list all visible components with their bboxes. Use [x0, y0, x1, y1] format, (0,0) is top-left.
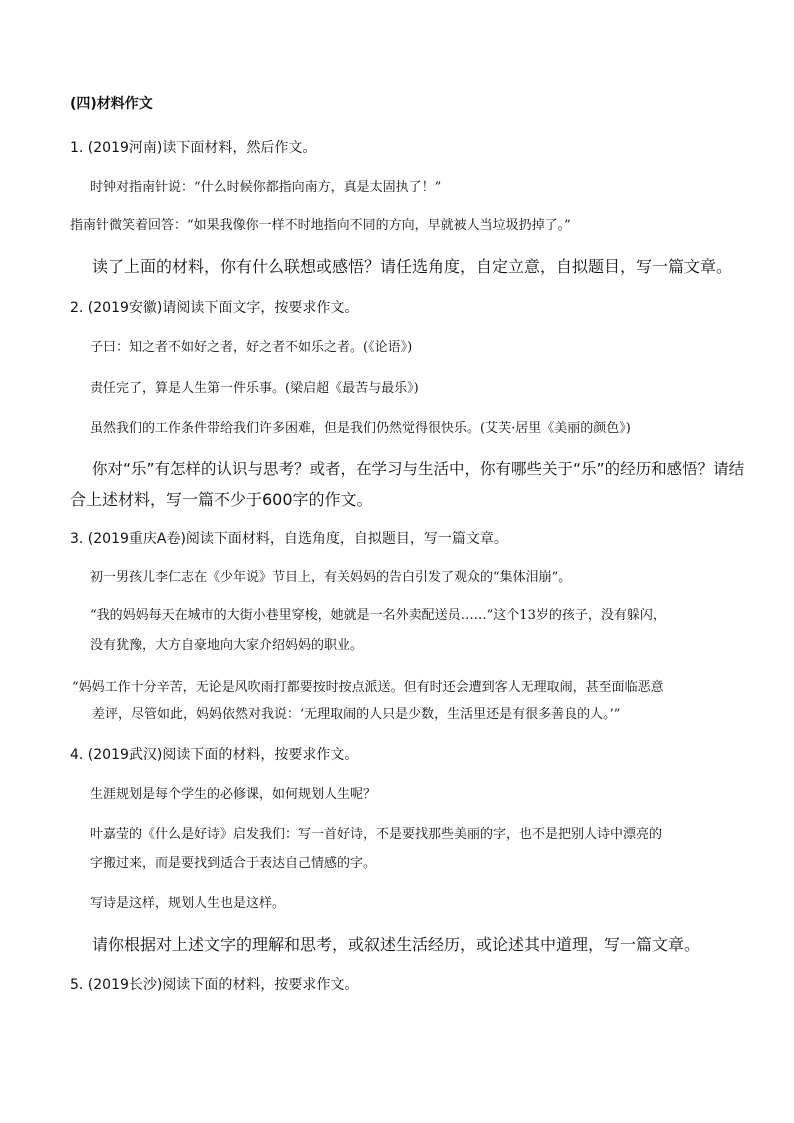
q3-material-line-5: 差评，尽管如此，妈妈依然对我说：‘无理取闹的人只是少数，生活里还是有很多善良的人。’”: [92, 707, 621, 722]
q4-material-line-3: 字搬过来，而是要找到适合于表达自己情感的字。: [90, 856, 377, 871]
q2-material-line-3: 虽然我们的工作条件带给我们许多困难，但是我们仍然觉得很快乐。(艾芙·居里《美丽的颜色》): [90, 421, 631, 436]
section-title: (四)材料作文: [70, 96, 153, 112]
q1-material-line-2: 指南针微笑着回答：“如果我像你一样不时地指向不同的方向，早就被人当垃圾扔掉了。”: [70, 218, 571, 233]
q4-task: 请你根据对上述文字的理解和思考，或叙述生活经历，或论述其中道理，写一篇文章。: [92, 935, 701, 954]
question-5-header: 5. (2019长沙)阅读下面的材料，按要求作文。: [70, 977, 359, 993]
q4-material-line-4: 写诗是这样，规划人生也是这样。: [90, 896, 286, 911]
q1-task: 读了上面的材料，你有什么联想或感悟？请任选角度，自定立意，自拟题目，写一篇文章。: [92, 257, 733, 276]
question-4-header: 4. (2019武汉)阅读下面的材料，按要求作文。: [70, 747, 359, 763]
q3-material-line-1: 初一男孩儿李仁志在《少年说》节目上，有关妈妈的告白引发了观众的“集体泪崩”。: [90, 570, 572, 585]
q1-material-line-1: 时钟对指南针说：“什么时候你都指向南方，真是太固执了！”: [90, 180, 442, 195]
q2-material-line-2: 责任完了，算是人生第一件乐事。(梁启超《最苦与最乐》): [90, 381, 419, 396]
q2-material-line-1: 子曰：知之者不如好之者，好之者不如乐之者。(《论语》): [90, 340, 413, 355]
q3-material-line-2: “我的妈妈每天在城市的大街小巷里穿梭，她就是一名外卖配送员……”这个13岁的孩子，没有躲闪，: [90, 608, 666, 623]
q3-material-line-3: 没有犹豫，大方自豪地向大家介绍妈妈的职业。: [90, 638, 364, 653]
question-1-header: 1. (2019河南)读下面材料，然后作文。: [70, 140, 317, 156]
q2-task-line-2: 合上述材料，写一篇不少于600字的作文。: [70, 490, 373, 509]
question-3-header: 3. (2019重庆A卷)阅读下面材料，自选角度，自拟题目，写一篇文章。: [70, 531, 508, 547]
question-2-header: 2. (2019安徽)请阅读下面文字，按要求作文。: [70, 300, 359, 316]
q3-material-line-4: “妈妈工作十分辛苦，无论是风吹雨打都要按时按点派送。但有时还会遭到客人无理取闹，甚至面临恶意: [72, 680, 664, 695]
q2-task-line-1: 你对“乐”有怎样的认识与思考？或者，在学习与生活中，你有哪些关于“乐”的经历和感悟？请结: [92, 460, 745, 478]
q4-material-line-2: 叶嘉莹的《什么是好诗》启发我们：写一首好诗，不是要找那些美丽的字，也不是把别人诗中漂亮的: [90, 827, 663, 842]
q4-material-line-1: 生涯规划是每个学生的必修课，如何规划人生呢？: [90, 787, 377, 802]
